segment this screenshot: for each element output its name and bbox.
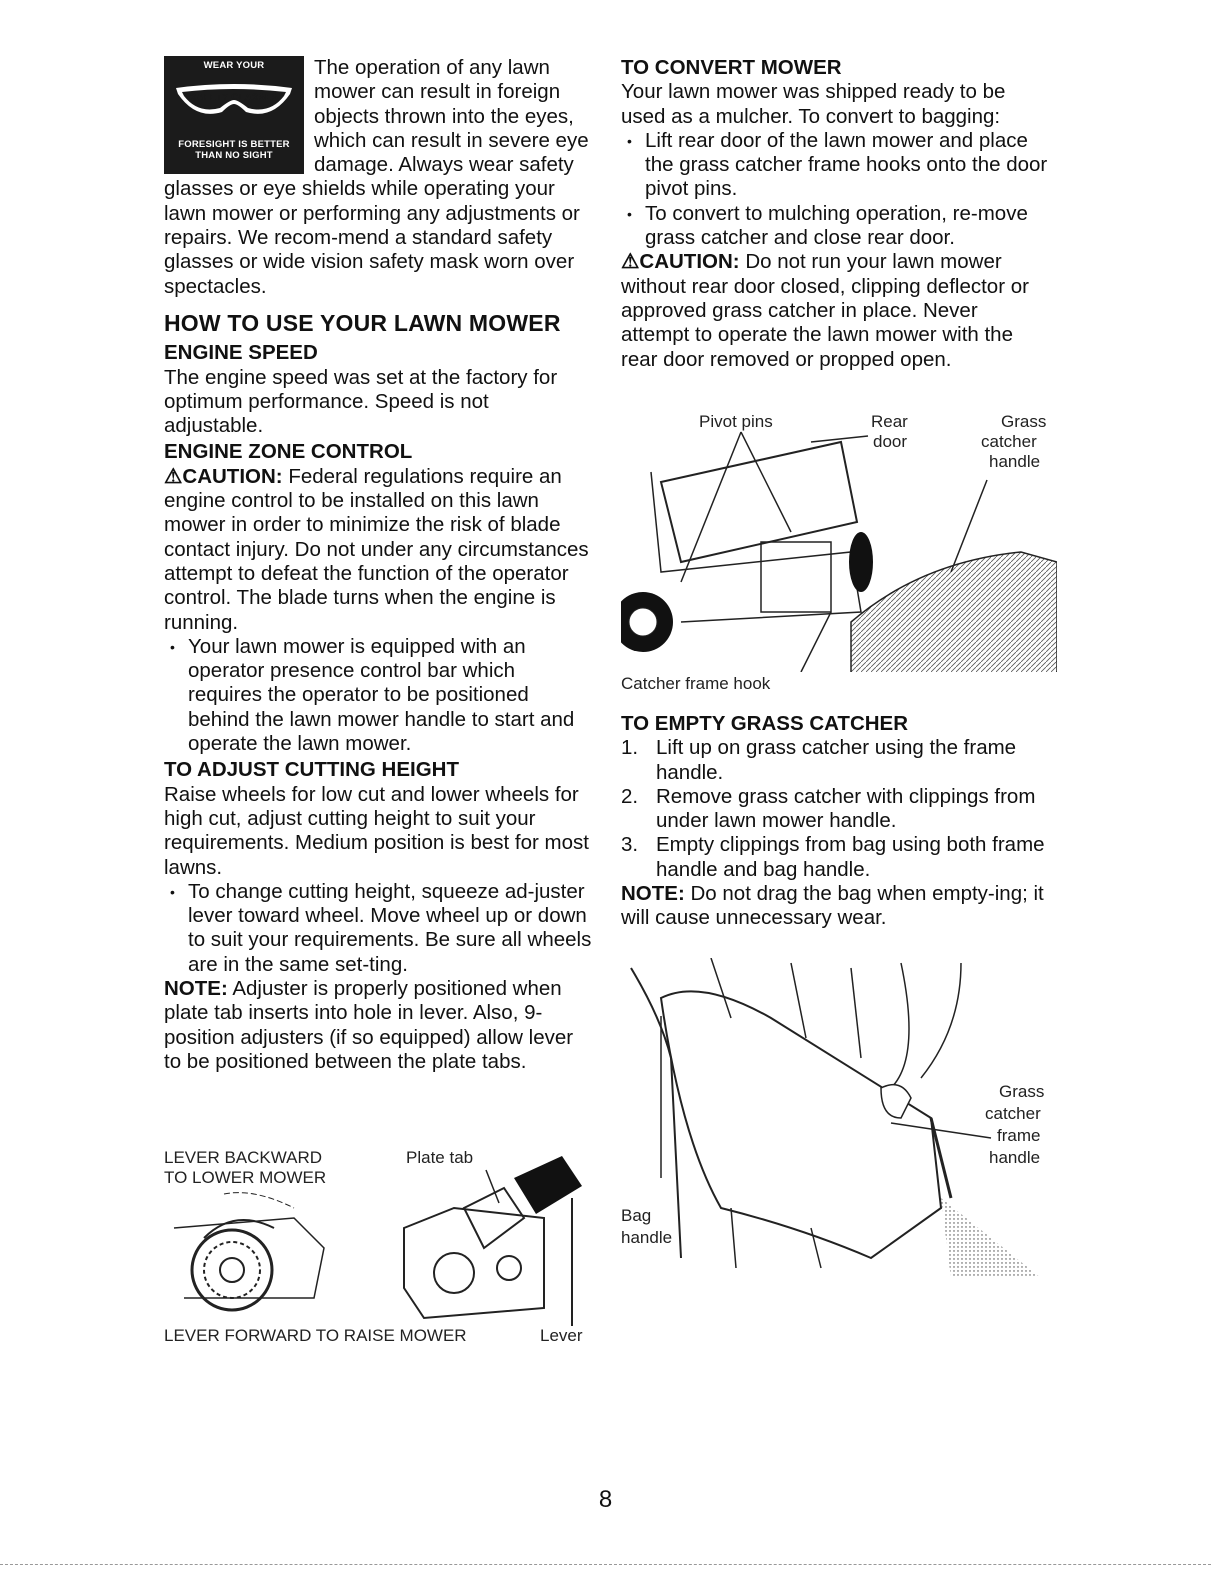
cutting-height-heading: TO ADJUST CUTTING HEIGHT: [164, 758, 459, 782]
caution-label: CAUTION:: [639, 250, 740, 274]
catcher-frame-hook-label: Catcher frame hook: [621, 674, 771, 693]
empty-catcher-section: [621, 712, 1051, 931]
step-2: 2. Remove grass catcher with clippings from under lawn mower handle.: [621, 784, 1036, 833]
step-1: 1. Lift up on grass catcher using the frame handle.: [621, 736, 1017, 784]
drag-note: [621, 882, 1051, 931]
badge-line4: THAN NO SIGHT: [195, 150, 273, 161]
engine-zone-bullet: • Your lawn mower is equipped with an operator presence control bar which requires the operator to be positioned behind the lawn mower handle to start and operate the lawn mower.: [164, 635, 592, 756]
convert-bullet-2: • To convert to mulching operation, re-move grass catcher and close rear door.: [621, 202, 1051, 251]
cutting-height-bullet: • To change cutting height, squeeze ad-juster lever toward wheel. Move wheel up or down to suit your requirements. Be sure all wheels are in the same set-ting.: [164, 880, 592, 977]
frame-handle-label-1: Grass: [999, 1082, 1045, 1101]
plate-tab-label: Plate tab: [406, 1148, 474, 1167]
lever-backward-label-2: TO LOWER MOWER: [164, 1168, 327, 1187]
grass-catcher-handle-label-3: handle: [989, 452, 1041, 471]
adjuster-note: [164, 977, 592, 1074]
left-column: [164, 56, 592, 1074]
empty-bag-figure: [621, 958, 1057, 1278]
engine-zone-heading: ENGINE ZONE CONTROL: [164, 440, 413, 464]
safety-glasses-icon: [172, 82, 296, 126]
note-label: NOTE:: [621, 882, 685, 906]
caution-warning-icon: ⚠: [621, 250, 640, 274]
page-number: 8: [598, 1486, 613, 1513]
caution-label: CAUTION:: [182, 464, 283, 488]
bag-handle-label-1: Bag: [621, 1206, 652, 1225]
pivot-pins-illustration: [621, 412, 1057, 672]
badge-line3: FORESIGHT IS BETTER: [178, 139, 290, 150]
badge-line2: SAFETY GLASSES: [189, 92, 279, 103]
pivot-pins-figure: [621, 412, 1057, 692]
safety-intro-text: The operation of any lawn mower can result in foreign objects thrown into the eyes, which can result in severe eye damage. Always wear safety glasses or eye shields while operating your lawn mower or performing any adjustments or repairs. We recom-mend a standard safety glasses or wide vision safety mask worn over spectacles.: [164, 56, 589, 298]
engine-zone-text: Federal regulations require an engine control to be installed on this lawn mower in order to minimize the risk of blade contact injury. Do not under any circumstances attempt to defeat the function of the operator control. The blade turns when the engine is running.: [164, 464, 589, 634]
engine-speed-heading: ENGINE SPEED: [164, 341, 318, 365]
rear-door-caution-text: Do not run your lawn mower without rear door closed, clipping deflector or approved grass catcher in place. Never attempt to operate the lawn mower with the rear door removed or propped open.: [621, 250, 1029, 371]
caution-warning-icon: ⚠: [164, 464, 183, 488]
engine-zone-paragraph: [164, 465, 592, 635]
lever-forward-label: LEVER FORWARD TO RAISE MOWER: [164, 1326, 467, 1345]
bottom-divider: [0, 1564, 1211, 1565]
adjuster-note-text: Adjuster is properly positioned when plate tab inserts into hole in lever. Also, 9-position adjusters (if so equipped) allow lever to be positioned between the plate tabs.: [164, 976, 574, 1073]
bag-handle-label-2: handle: [621, 1228, 673, 1247]
convert-mower-heading: TO CONVERT MOWER: [621, 56, 842, 79]
main-heading: HOW TO USE YOUR LAWN MOWER: [164, 309, 561, 336]
convert-bullet-1: • Lift rear door of the lawn mower and place the grass catcher frame hooks onto the door pivot pins.: [621, 129, 1051, 202]
engine-speed-text: The engine speed was set at the factory for optimum performance. Speed is not adjustable.: [164, 365, 558, 438]
frame-handle-label-4: handle: [989, 1148, 1041, 1167]
cutting-height-text: Raise wheels for low cut and lower wheels for high cut, adjust cutting height to suit your requirements. Medium position is best for most lawns.: [164, 782, 589, 879]
wheel-adjuster-figure: [164, 1148, 594, 1348]
safety-glasses-badge: [164, 56, 304, 174]
frame-handle-label-3: frame: [997, 1126, 1041, 1145]
drag-note-text: Do not drag the bag when empty-ing; it will cause unnecessary wear.: [621, 882, 1044, 930]
badge-line1: WEAR YOUR: [203, 60, 265, 71]
lever-label: Lever: [540, 1326, 583, 1345]
frame-handle-label-2: catcher: [985, 1104, 1041, 1123]
convert-mower-text: Your lawn mower was shipped ready to be used as a mulcher. To convert to bagging:: [621, 80, 1006, 128]
rear-door-label-1: Rear: [871, 412, 908, 431]
empty-catcher-heading: TO EMPTY GRASS CATCHER: [621, 712, 909, 735]
pivot-pins-label: Pivot pins: [699, 412, 773, 431]
grass-catcher-handle-label-2: catcher: [981, 432, 1037, 451]
right-column: [621, 56, 1051, 372]
lever-backward-label-1: LEVER BACKWARD: [164, 1148, 323, 1167]
adjuster-illustration: [164, 1148, 594, 1328]
rear-door-label-2: door: [873, 432, 908, 451]
grass-catcher-handle-label-1: Grass: [1001, 412, 1047, 431]
step-3: 3. Empty clippings from bag using both frame handle and bag handle.: [621, 833, 1045, 881]
note-label: NOTE:: [164, 976, 228, 1000]
rear-door-caution: [621, 250, 1051, 371]
